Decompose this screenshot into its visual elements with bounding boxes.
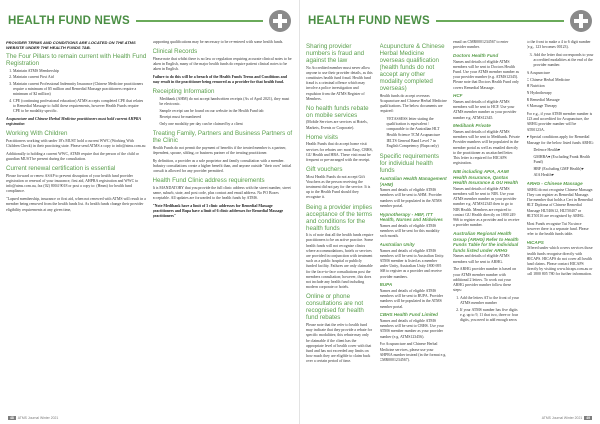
right-footer	[542, 416, 592, 420]
paragraph: Health funds do accept overseas Acupuncture and Chinese Herbal Medicine qualifications. The below documents are required:	[379, 93, 447, 114]
section-heading: Specific requirements for individual health funds	[379, 152, 439, 174]
list-item: 2. If your ATMS number has five digits e.g. up to 9, 11 that two, three or four digits, you need to add enough zeros	[460, 308, 521, 324]
paragraph: It is MANDATORY that you provide the full clinic address with the street number, street name, suburb, state, and post code, plus contact and email address. No PO Boxes acceptable. All updates are forwarded to the health funds by ATMS.	[152, 185, 291, 201]
left-column-1	[6, 40, 147, 408]
paragraph: Most Health Funds do not accept Gift Vouchers as the person receiving the treatment did not pay for the service. It is up to the Health Fund should they recognise it.	[306, 174, 371, 200]
cross-badge-icon	[570, 10, 592, 32]
paragraph: The ARHG provider number is based on your ATMS member number with additional 2 letters. To work out your ARHG provider number follow these steps:	[453, 267, 517, 293]
page-number: 49	[586, 416, 590, 420]
paragraph: Names and details of eligible ATMS members will be sent to NIB. Use your ATMS member number as your provider number e.g. ATMS12345 then to go to NIB Health. Members are required to contact GU Health directly on 1800 249 966 to register as a provider and to receive a provider number.	[453, 186, 520, 228]
section-heading: Online or phone consultations are not recognised for health fund rebates	[306, 293, 364, 322]
list-item: 1. Add the letters AT to the front of your ATMS member number	[460, 296, 521, 306]
right-masthead	[308, 8, 592, 34]
list-item: • HBF (Excluding GMF Health)♥	[534, 167, 595, 172]
list-item: • Medibank (AHM) do not accept handwritten receipts (As of April 2021), they must be electronic.	[160, 97, 294, 107]
paragraph: to the front to make a 4 to 6 digit number (e.g., 123 becomes 00123).	[526, 40, 591, 50]
paragraph: Names and details of eligible ATMS members will be sent to BUPA. Provider numbers will be populated in the ATMS member portal.	[379, 289, 444, 309]
right-column-2	[380, 40, 448, 408]
arhg-steps-continued	[534, 53, 595, 69]
paragraph: It is of note that all the health funds require practitioners to be an active practice. Some health funds will not recognise clinics where accommodations, hotels or services are provided in conjunction with treatment such as a public hospital or publicly funded facility. Failures are only claimable for the face-to-face consultations post the members consultation; however, this does not include any health fund including modern corporate or hotels.	[306, 233, 374, 290]
paragraph: ♥ Special conditions apply for Remedial Massage for the below listed funds ARHG:	[526, 135, 594, 145]
list-item: 2. Maintain current First Aid	[13, 75, 147, 80]
list-item: • GMHBA♥ (Excluding Frank Health Fund)	[534, 155, 595, 165]
section-heading: Receipting Information	[152, 88, 215, 96]
section-heading: Working With Children	[6, 130, 68, 138]
four-pillars-list	[13, 69, 147, 115]
section-heading: Home visits	[306, 133, 338, 141]
paragraph: Names and details of eligible ATMS members will be sent to CBHS. Use your ATMS member number as your provider number (e.g. ATMS123456).	[379, 319, 444, 339]
masthead-rule	[436, 20, 564, 22]
page-number: 48	[10, 416, 14, 420]
cross-badge-icon	[269, 10, 291, 32]
paragraph: Health Funds do not permit the payment of benefits if the treated member is a partner, dependent, spouse, sibling, or business partner of the treating practitioner.	[152, 145, 287, 155]
list-item: • Defence Health♥	[534, 148, 595, 153]
receipting-list	[160, 97, 294, 127]
right-columns	[306, 40, 594, 408]
section-heading: Sharing provider numbers is fraud and against the law	[306, 43, 365, 64]
list-item: 4. CPE (continuing professional education) ATMS accepts completed CPE that relates to Remedial Massage to fulfil these requirements, however Health Funds require CPE to be modality specific.	[13, 99, 147, 115]
fund-heading: Doctors Health Fund	[453, 53, 499, 58]
footer-text: ATMS Journal Winter 2021	[541, 416, 583, 420]
paragraph: Names and details of eligible ATMS members will be sent to HCF. Use your ATMS member number as your provider number e.g. ATMS12345.	[453, 100, 517, 120]
paragraph: Names and details of eligible ATMS members will be sent to Australian Unity. ATMS member is listed as a member under Unity, Australian Unity 1800 695 668 to register as a provider and receive provider numbers.	[379, 248, 445, 279]
paragraph: By definition, a provider as a sole proprietor and family consultation with a member. Industry consultations create a higher benefit than, and anyone outside "their own" initial consult is allowed for any provider permitted.	[152, 158, 292, 173]
list-item: 3. Maintain current Professional Indemnity Insurance (Chinese Medicine practitioners require a minimum of $5 million and Remedial Massage practitioners require a minimum of $2 million)	[13, 82, 147, 98]
paragraph: Practitioners working with under 18's MUST hold a current WWC (Working With Children Check) in their practicing state. Please send ATMS a copy to info@atms.com.au	[6, 138, 146, 148]
section-heading: The Four Pillars to remain current with Health Fund Registration	[6, 53, 147, 67]
paragraph: Please forward or renew ASAP to prevent disruption of your health fund provider registration or renewal of your insurance, first aid, AHPRA registration and WWC to info@atms.com.au, fax (02) 8004 9018 or post a copy to: (Hmm) for health fund compliance.	[6, 173, 139, 194]
list-item: • IELTS General Band Level 7 in English Competency (Bupa only)	[387, 139, 448, 149]
fund-heading: Australian Unity	[379, 242, 415, 247]
list-item: • Sample receipt can be found on our website in the Health Fund tab	[160, 109, 294, 114]
right-column-1	[306, 40, 374, 408]
paragraph: For e.g., if your ATMS member number is 123 and accredited for Acupuncture, the ARHG provider number will be AT00123A.	[526, 111, 593, 132]
left-column-2	[153, 40, 294, 408]
paragraph: supporting qualifications may be necessary to be re-entered with some health funds.	[152, 40, 284, 44]
right-masthead-title: HEALTH FUND NEWS	[308, 15, 430, 27]
paragraph: Names and details of eligible ATMS members will be sent to AHM. Provider numbers will be populated in the ATMS member portal.	[379, 188, 442, 208]
section-heading: Clinical Records	[152, 48, 198, 56]
list-item: N Hydrotherapy	[526, 90, 552, 95]
fund-heading: ARHG - Chinese Massage	[526, 181, 583, 187]
paragraph: Names and details of eligible ATMS members will be sent to Doctors Health Fund. Use your ATMS member number as your provider number (e.g. ATMS12345). Please note that Doctors Health Fund only covers Remedial Massage.	[453, 59, 520, 90]
left-columns	[6, 40, 293, 408]
section-heading: Health Fund Clinic address requirements	[152, 177, 265, 185]
paragraph: Names and details of eligible ATMS members will be sent to ARHG.	[453, 254, 510, 264]
paragraph: Names and details of eligible ATMS members will be sent to Medibank. Private Provider numbers will be populated in the member portal as well as emailed directly to the practitioner as an attached letter. This letter is required for HICAPS registration.	[453, 130, 520, 166]
list-item: C Chinese Herbal Medicine	[526, 77, 570, 82]
section-heading: Current renewal certification is essential	[6, 165, 116, 173]
left-masthead-title: HEALTH FUND NEWS	[8, 15, 130, 27]
fund-heading: Hypnotherapy - HBF, ITT Health, Nurses and Midwives	[379, 211, 443, 223]
documents-list	[387, 117, 448, 150]
right-column-4	[527, 40, 595, 408]
bold-note: "Note Medibank have a limit of 3 clinic addresses for Remedial Massage practitioners and Bupa have a limit of 6 clinic addresses for Remedial Massage practitioners"	[152, 203, 284, 219]
list-item: H Nutrition	[526, 84, 545, 89]
right-column-3	[453, 40, 521, 408]
fund-heading: HCF	[453, 93, 463, 99]
intro-note: PROVIDER TERMS AND CONDITIONS ARE LOCATED ON THE ATMS WEBSITE UNDER THE HEALTH FUNDS TAB.	[6, 40, 136, 50]
section-heading: Treating Family, Partners and Business Partners of the Clinic	[152, 130, 293, 144]
paragraph: Health Funds that do accept home visit services for rebates are: most Easy, CBHS, GU Health and HBA. These visit must be frequent or pre-arranged with the receipt.	[306, 142, 373, 162]
fund-heading: BUPA	[379, 282, 393, 288]
special-conditions-list	[534, 148, 595, 178]
paragraph: Please note that the refer to health fund may indicate that they provide a rebate for specific modalities; this rebate may only be claimable if the client has the appropriate level of health cover with that fund and has not exceeded any limits on how much they are eligible to claim back over a certain period of time.	[306, 322, 373, 364]
paragraph: email on CMR0001234567 to enter provider number.	[453, 40, 509, 50]
section-heading: Gift vouchers	[306, 166, 343, 174]
section-heading: No health funds rebate on mobile services	[306, 104, 369, 119]
arhg-steps-list	[460, 296, 521, 323]
paragraph: (Mobile Services are services at Hotels, Markets, Events or Corporate).	[306, 120, 368, 130]
left-masthead	[8, 8, 291, 34]
list-item: 1. Maintain ATMS Membership	[13, 69, 147, 74]
bold-warning: Failure to do this will be a breach of the Health Funds Terms and Conditions and may result in the practitioner being removed as a provider for that health fund.	[152, 74, 287, 85]
right-page	[300, 0, 600, 424]
paragraph: Please note that whilst there is no law or regulation requiring accurate clinical notes to be taken in English, many of the major health funds do require patient clinical notes to be taken in English.	[152, 56, 292, 72]
list-item: A Acupuncture	[526, 71, 550, 76]
paragraph: No Accredited member must never allow anyone to use their provider details, as this constitutes health fund fraud. Health fund fraud is a criminal offence which may involve a police investigation and expulsion from the ATMS Register of Members.	[306, 65, 373, 101]
fund-heading: HICAPS	[526, 239, 544, 245]
fund-heading: Medibank Private	[453, 123, 491, 129]
list-item: R Remedial Massage	[526, 97, 560, 102]
paragraph: Offered under which covers services those health funds recognise directly with HICAPS. HICAPS do not cover all health fund claims. Please contact HICAPS directly by visiting www.hicaps.com.au or call 1800 805 780 for further information.	[526, 246, 593, 277]
list-item: • Only one modality per day can be claimed by a client	[160, 122, 294, 127]
fund-heading: CBHS Health Fund Limited	[379, 312, 438, 318]
modality-codes-list	[527, 71, 595, 109]
paragraph: ARHG do not recognise Chinese Massage. They can register as Remedial Massage. The member that holds a Cert in Remedial HLT Diploma of Chinese Remedial Massage HLT40612, HLT50407 or HLT50116 are recognised by ARHG.	[526, 187, 594, 218]
paragraph: Most Funds recognise Tui Na since however there is a separate fund. Please refer to the health funds table.	[526, 221, 589, 236]
section-heading: Being a provider implies acceptance of the terms and conditions for the health funds	[306, 203, 373, 232]
paragraph: "Lapsed membership, insurance or first aid, when not renewed with ATMS will result in a member being removed from the health funds list. As health funds change their provider eligibility requirements at any given time,	[6, 197, 146, 212]
section-heading: Acupuncture & Chinese Herbal Medicine overseas qualification (health funds do not accept any other modality completed overseas)	[379, 43, 445, 92]
list-item: • VETASSESS letter stating the qualification is equivalent / comparable to the Australian HLT Health Science TCM Acupuncture	[387, 117, 448, 138]
list-item: • AIA Health♥	[534, 173, 595, 178]
masthead-rule	[136, 20, 263, 22]
list-item: S Massage Therapy	[526, 104, 558, 109]
fund-heading: Australian Health Management (AHM)	[379, 176, 447, 187]
fund-heading: NIB including APIA, AAMI Health Insurance, Qantas Health Insurance & GU Health	[453, 169, 519, 186]
footer-text: ATMS Journal Winter 2021	[17, 416, 59, 420]
ahpra-note: Acupuncture and Chinese Herbal Medicine practitioners must hold current AHPRA registration	[6, 116, 141, 127]
paragraph: Additionally to holding a current WWC, ATMS require that the person of the child or guardian MUST be present during the consultation.	[6, 151, 139, 161]
paragraph: Names and details of eligible ATMS members will be sent for this modality each month.	[379, 223, 440, 239]
fund-heading: Australian Regional Health Group (ARHG) Refer to Health Funds Table for the individual funds listed under ARHG	[453, 231, 519, 253]
paragraph: For Acupuncture and Chinese Herbal Medicine services, please use your AHPRA number instead (in the format e.g. CMR0001234567).	[379, 342, 447, 363]
list-item: 3. Add the letter that corresponds to your accredited modalities at the end of the provider number.	[534, 53, 595, 69]
list-item: • Receipt must be numbered	[160, 115, 294, 120]
left-footer	[8, 416, 58, 420]
